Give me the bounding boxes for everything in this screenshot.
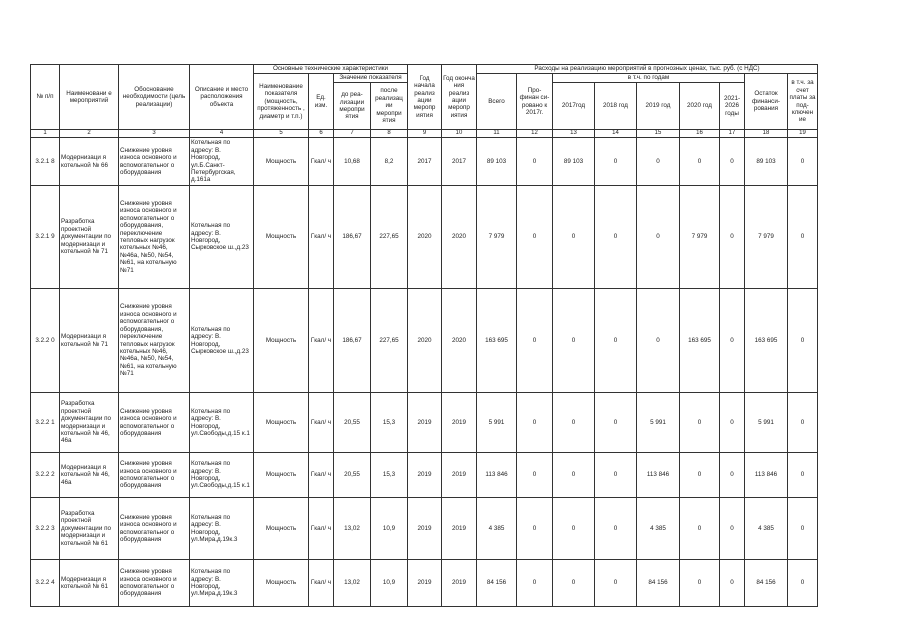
- table-row: [31, 560, 818, 607]
- object-location-cell: Котельная по адресу: В. Новгород, ул.Б.Санкт- Петербургская, д.161а: [190, 138, 254, 186]
- remaining-financing-cell: 5 991: [745, 393, 788, 453]
- header-name: Наименовани е мероприятий: [60, 65, 119, 130]
- object-location-cell: Котельная по адресу: В. Новгород, ул.Свободы,д.15 к.1: [190, 393, 254, 453]
- financed-2017-cell: 0: [517, 393, 553, 453]
- reason-cell: Снижение уровня износа основного и вспомогательног о оборудования: [119, 498, 190, 560]
- total-cost-cell: 163 695: [477, 289, 517, 393]
- reason-cell: Снижение уровня износа основного и вспомогательног о оборудования, переключение тепловых нагрузок котельных №46, №46а, №50, №54, №61, на котельную №71: [119, 289, 190, 393]
- total-cost-cell: 113 846: [477, 453, 517, 498]
- col-number: 4: [190, 130, 254, 138]
- total-cost-cell: 89 103: [477, 138, 517, 186]
- row-number-cell: 3.2.1 9: [31, 186, 60, 289]
- object-location-cell: Котельная по адресу: В. Новгород, ул.Мира,д.19к.3: [190, 498, 254, 560]
- table-row: [31, 289, 818, 393]
- col-number: 17: [720, 130, 745, 138]
- remaining-financing-cell: 163 695: [745, 289, 788, 393]
- cost-2017-cell: 0: [553, 560, 595, 607]
- header-year-2018: 2018 год: [595, 83, 637, 130]
- financed-2017-cell: 0: [517, 453, 553, 498]
- value-before-cell: 10,68: [334, 138, 371, 186]
- value-after-cell: 10,9: [371, 560, 408, 607]
- header-financed: Про- финан си- ровано к 2017г.: [517, 74, 553, 130]
- header-reason: Обоснование необходимости (цель реализации): [119, 65, 190, 130]
- connection-fee-cell: 0: [788, 560, 818, 607]
- end-year-cell: 2019: [442, 498, 477, 560]
- row-number-cell: 3.2.2 1: [31, 393, 60, 453]
- reason-cell: Снижение уровня износа основного и вспомогательног о оборудования: [119, 453, 190, 498]
- cost-2021-2026-cell: 0: [720, 138, 745, 186]
- reason-cell: Снижение уровня износа основного и вспомогательног о оборудования: [119, 560, 190, 607]
- cost-2018-cell: 0: [595, 560, 637, 607]
- unit-cell: Гкал/ ч: [309, 453, 334, 498]
- end-year-cell: 2017: [442, 138, 477, 186]
- reason-cell: Снижение уровня износа основного и вспомогательног о оборудования: [119, 138, 190, 186]
- header-by-years: в т.ч. по годам: [553, 74, 745, 83]
- start-year-cell: 2020: [408, 289, 442, 393]
- object-location-cell: Котельная по адресу: В. Новгород, Сырковское ш.,д.23: [190, 186, 254, 289]
- value-after-cell: 15,3: [371, 393, 408, 453]
- cost-2017-cell: 0: [553, 186, 595, 289]
- col-number: 14: [595, 130, 637, 138]
- header-year-2019: 2019 год: [637, 83, 680, 130]
- col-number: 12: [517, 130, 553, 138]
- table-row: [31, 186, 818, 289]
- cost-2018-cell: 0: [595, 138, 637, 186]
- connection-fee-cell: 0: [788, 138, 818, 186]
- connection-fee-cell: 0: [788, 186, 818, 289]
- cost-2018-cell: 0: [595, 453, 637, 498]
- cost-2018-cell: 0: [595, 186, 637, 289]
- cost-2020-cell: 7 979: [680, 186, 720, 289]
- cost-2021-2026-cell: 0: [720, 393, 745, 453]
- cost-2019-cell: 0: [637, 289, 680, 393]
- cost-2019-cell: 4 385: [637, 498, 680, 560]
- table-row: [31, 498, 818, 560]
- header-year-2017: 2017год: [553, 83, 595, 130]
- table-row: [31, 453, 818, 498]
- indicator-name-cell: Мощность: [254, 393, 309, 453]
- object-location-cell: Котельная по адресу: В. Новгород, Сырковское ш.,д.23: [190, 289, 254, 393]
- col-number: 15: [637, 130, 680, 138]
- value-before-cell: 186,67: [334, 186, 371, 289]
- cost-2019-cell: 0: [637, 186, 680, 289]
- end-year-cell: 2019: [442, 560, 477, 607]
- indicator-name-cell: Мощность: [254, 498, 309, 560]
- row-number-cell: 3.2.2 4: [31, 560, 60, 607]
- value-after-cell: 10,9: [371, 498, 408, 560]
- col-number: 13: [553, 130, 595, 138]
- col-number: 6: [309, 130, 334, 138]
- total-cost-cell: 4 385: [477, 498, 517, 560]
- end-year-cell: 2020: [442, 289, 477, 393]
- cost-2017-cell: 0: [553, 289, 595, 393]
- cost-2021-2026-cell: 0: [720, 186, 745, 289]
- col-number: 10: [442, 130, 477, 138]
- start-year-cell: 2020: [408, 186, 442, 289]
- cost-2018-cell: 0: [595, 289, 637, 393]
- remaining-financing-cell: 84 156: [745, 560, 788, 607]
- measure-name-cell: Модернизаци я котельной № 61: [60, 560, 119, 607]
- cost-2020-cell: 0: [680, 393, 720, 453]
- cost-2020-cell: 163 695: [680, 289, 720, 393]
- start-year-cell: 2019: [408, 498, 442, 560]
- col-number: 11: [477, 130, 517, 138]
- cost-2021-2026-cell: 0: [720, 560, 745, 607]
- col-number: 18: [745, 130, 788, 138]
- value-before-cell: 20,55: [334, 453, 371, 498]
- financed-2017-cell: 0: [517, 186, 553, 289]
- connection-fee-cell: 0: [788, 289, 818, 393]
- table-row: [31, 138, 818, 186]
- column-number-row: [31, 130, 818, 138]
- total-cost-cell: 5 991: [477, 393, 517, 453]
- connection-fee-cell: 0: [788, 453, 818, 498]
- remaining-financing-cell: 113 846: [745, 453, 788, 498]
- cost-2017-cell: 89 103: [553, 138, 595, 186]
- value-after-cell: 227,65: [371, 186, 408, 289]
- header-indicator-name: Наименование показателя (мощность, протяженность , диаметр и т.п.): [254, 74, 309, 130]
- cost-2017-cell: 0: [553, 393, 595, 453]
- unit-cell: Гкал/ ч: [309, 138, 334, 186]
- indicator-name-cell: Мощность: [254, 289, 309, 393]
- col-number: 8: [371, 130, 408, 138]
- start-year-cell: 2019: [408, 560, 442, 607]
- col-number: 16: [680, 130, 720, 138]
- financed-2017-cell: 0: [517, 498, 553, 560]
- reason-cell: Снижение уровня износа основного и вспомогательног о оборудования: [119, 393, 190, 453]
- col-number: 1: [31, 130, 60, 138]
- connection-fee-cell: 0: [788, 498, 818, 560]
- col-number: 2: [60, 130, 119, 138]
- row-number-cell: 3.2.2 2: [31, 453, 60, 498]
- unit-cell: Гкал/ ч: [309, 186, 334, 289]
- measure-name-cell: Модернизаци я котельной № 46, 46а: [60, 453, 119, 498]
- value-after-cell: 227,65: [371, 289, 408, 393]
- start-year-cell: 2017: [408, 138, 442, 186]
- row-number-cell: 3.2.2 3: [31, 498, 60, 560]
- cost-2018-cell: 0: [595, 393, 637, 453]
- row-number-cell: 3.2.1 8: [31, 138, 60, 186]
- financed-2017-cell: 0: [517, 289, 553, 393]
- cost-2019-cell: 113 846: [637, 453, 680, 498]
- header-tech: Основные технические характеристики: [254, 65, 408, 74]
- measure-name-cell: Разработка проектной документации по модернизаци и котельной № 71: [60, 186, 119, 289]
- unit-cell: Гкал/ ч: [309, 498, 334, 560]
- table-row: [31, 393, 818, 453]
- end-year-cell: 2019: [442, 453, 477, 498]
- reason-cell: Снижение уровня износа основного и вспомогательног о оборудования, переключение тепловых нагрузок котельных №46, №46а, №50, №54, №61, на котельную №71: [119, 186, 190, 289]
- remaining-financing-cell: 7 979: [745, 186, 788, 289]
- value-before-cell: 13,02: [334, 498, 371, 560]
- header-n: № п/п: [31, 65, 60, 130]
- header-remain: Остаток финанси- рования: [745, 74, 788, 130]
- unit-cell: Гкал/ ч: [309, 289, 334, 393]
- object-location-cell: Котельная по адресу: В. Новгород, ул.Мира,д.19к.3: [190, 560, 254, 607]
- value-after-cell: 15,3: [371, 453, 408, 498]
- header-indicator-value: Значение показателя: [334, 74, 408, 83]
- header-year-2020: 2020 год: [680, 83, 720, 130]
- financed-2017-cell: 0: [517, 560, 553, 607]
- investment-program-table: [30, 64, 818, 607]
- investment-program-table-page: [30, 64, 818, 607]
- measure-name-cell: Модернизаци я котельной № 71: [60, 289, 119, 393]
- cost-2017-cell: 0: [553, 453, 595, 498]
- header-fee: в т.ч. за счет платы за под- ключен ие: [788, 74, 818, 130]
- unit-cell: Гкал/ ч: [309, 560, 334, 607]
- total-cost-cell: 7 979: [477, 186, 517, 289]
- connection-fee-cell: 0: [788, 393, 818, 453]
- financed-2017-cell: 0: [517, 138, 553, 186]
- cost-2020-cell: 0: [680, 560, 720, 607]
- header-place: Описание и место расположения объекта: [190, 65, 254, 130]
- value-before-cell: 13,02: [334, 560, 371, 607]
- header-end-year: Год оконча ния реализ ации меропр иятия: [442, 65, 477, 130]
- cost-2021-2026-cell: 0: [720, 498, 745, 560]
- header-after: после реализац ии меропри ятия: [371, 83, 408, 130]
- header-before: до реа- лизации меропри ятия: [334, 83, 371, 130]
- end-year-cell: 2020: [442, 186, 477, 289]
- cost-2020-cell: 0: [680, 453, 720, 498]
- header-total: Всего: [477, 74, 517, 130]
- end-year-cell: 2019: [442, 393, 477, 453]
- cost-2019-cell: 84 156: [637, 560, 680, 607]
- cost-2020-cell: 0: [680, 498, 720, 560]
- cost-2019-cell: 5 991: [637, 393, 680, 453]
- col-number: 5: [254, 130, 309, 138]
- cost-2018-cell: 0: [595, 498, 637, 560]
- measure-name-cell: Разработка проектной документации по модернизаци и котельной № 61: [60, 498, 119, 560]
- indicator-name-cell: Мощность: [254, 560, 309, 607]
- remaining-financing-cell: 4 385: [745, 498, 788, 560]
- header-start-year: Год начала реализ ации меропр иятия: [408, 65, 442, 130]
- col-number: 19: [788, 130, 818, 138]
- indicator-name-cell: Мощность: [254, 453, 309, 498]
- object-location-cell: Котельная по адресу: В. Новгород, ул.Свободы,д.15 к.1: [190, 453, 254, 498]
- remaining-financing-cell: 89 103: [745, 138, 788, 186]
- col-number: 7: [334, 130, 371, 138]
- measure-name-cell: Модернизаци я котельной № 66: [60, 138, 119, 186]
- cost-2021-2026-cell: 0: [720, 453, 745, 498]
- col-number: 3: [119, 130, 190, 138]
- col-number: 9: [408, 130, 442, 138]
- indicator-name-cell: Мощность: [254, 186, 309, 289]
- value-before-cell: 20,55: [334, 393, 371, 453]
- header-costs: Расходы на реализацию мероприятий в прогнозных ценах, тыс. руб. (с НДС): [477, 65, 818, 74]
- cost-2017-cell: 0: [553, 498, 595, 560]
- total-cost-cell: 84 156: [477, 560, 517, 607]
- header-year-2021-2026: 2021- 2026 годы: [720, 83, 745, 130]
- start-year-cell: 2019: [408, 393, 442, 453]
- cost-2020-cell: 0: [680, 138, 720, 186]
- measure-name-cell: Разработка проектной документации по модернизаци и котельной № 46, 46а: [60, 393, 119, 453]
- header-unit: Ед. изм.: [309, 74, 334, 130]
- value-before-cell: 186,67: [334, 289, 371, 393]
- start-year-cell: 2019: [408, 453, 442, 498]
- unit-cell: Гкал/ ч: [309, 393, 334, 453]
- value-after-cell: 8,2: [371, 138, 408, 186]
- cost-2019-cell: 0: [637, 138, 680, 186]
- cost-2021-2026-cell: 0: [720, 289, 745, 393]
- row-number-cell: 3.2.2 0: [31, 289, 60, 393]
- indicator-name-cell: Мощность: [254, 138, 309, 186]
